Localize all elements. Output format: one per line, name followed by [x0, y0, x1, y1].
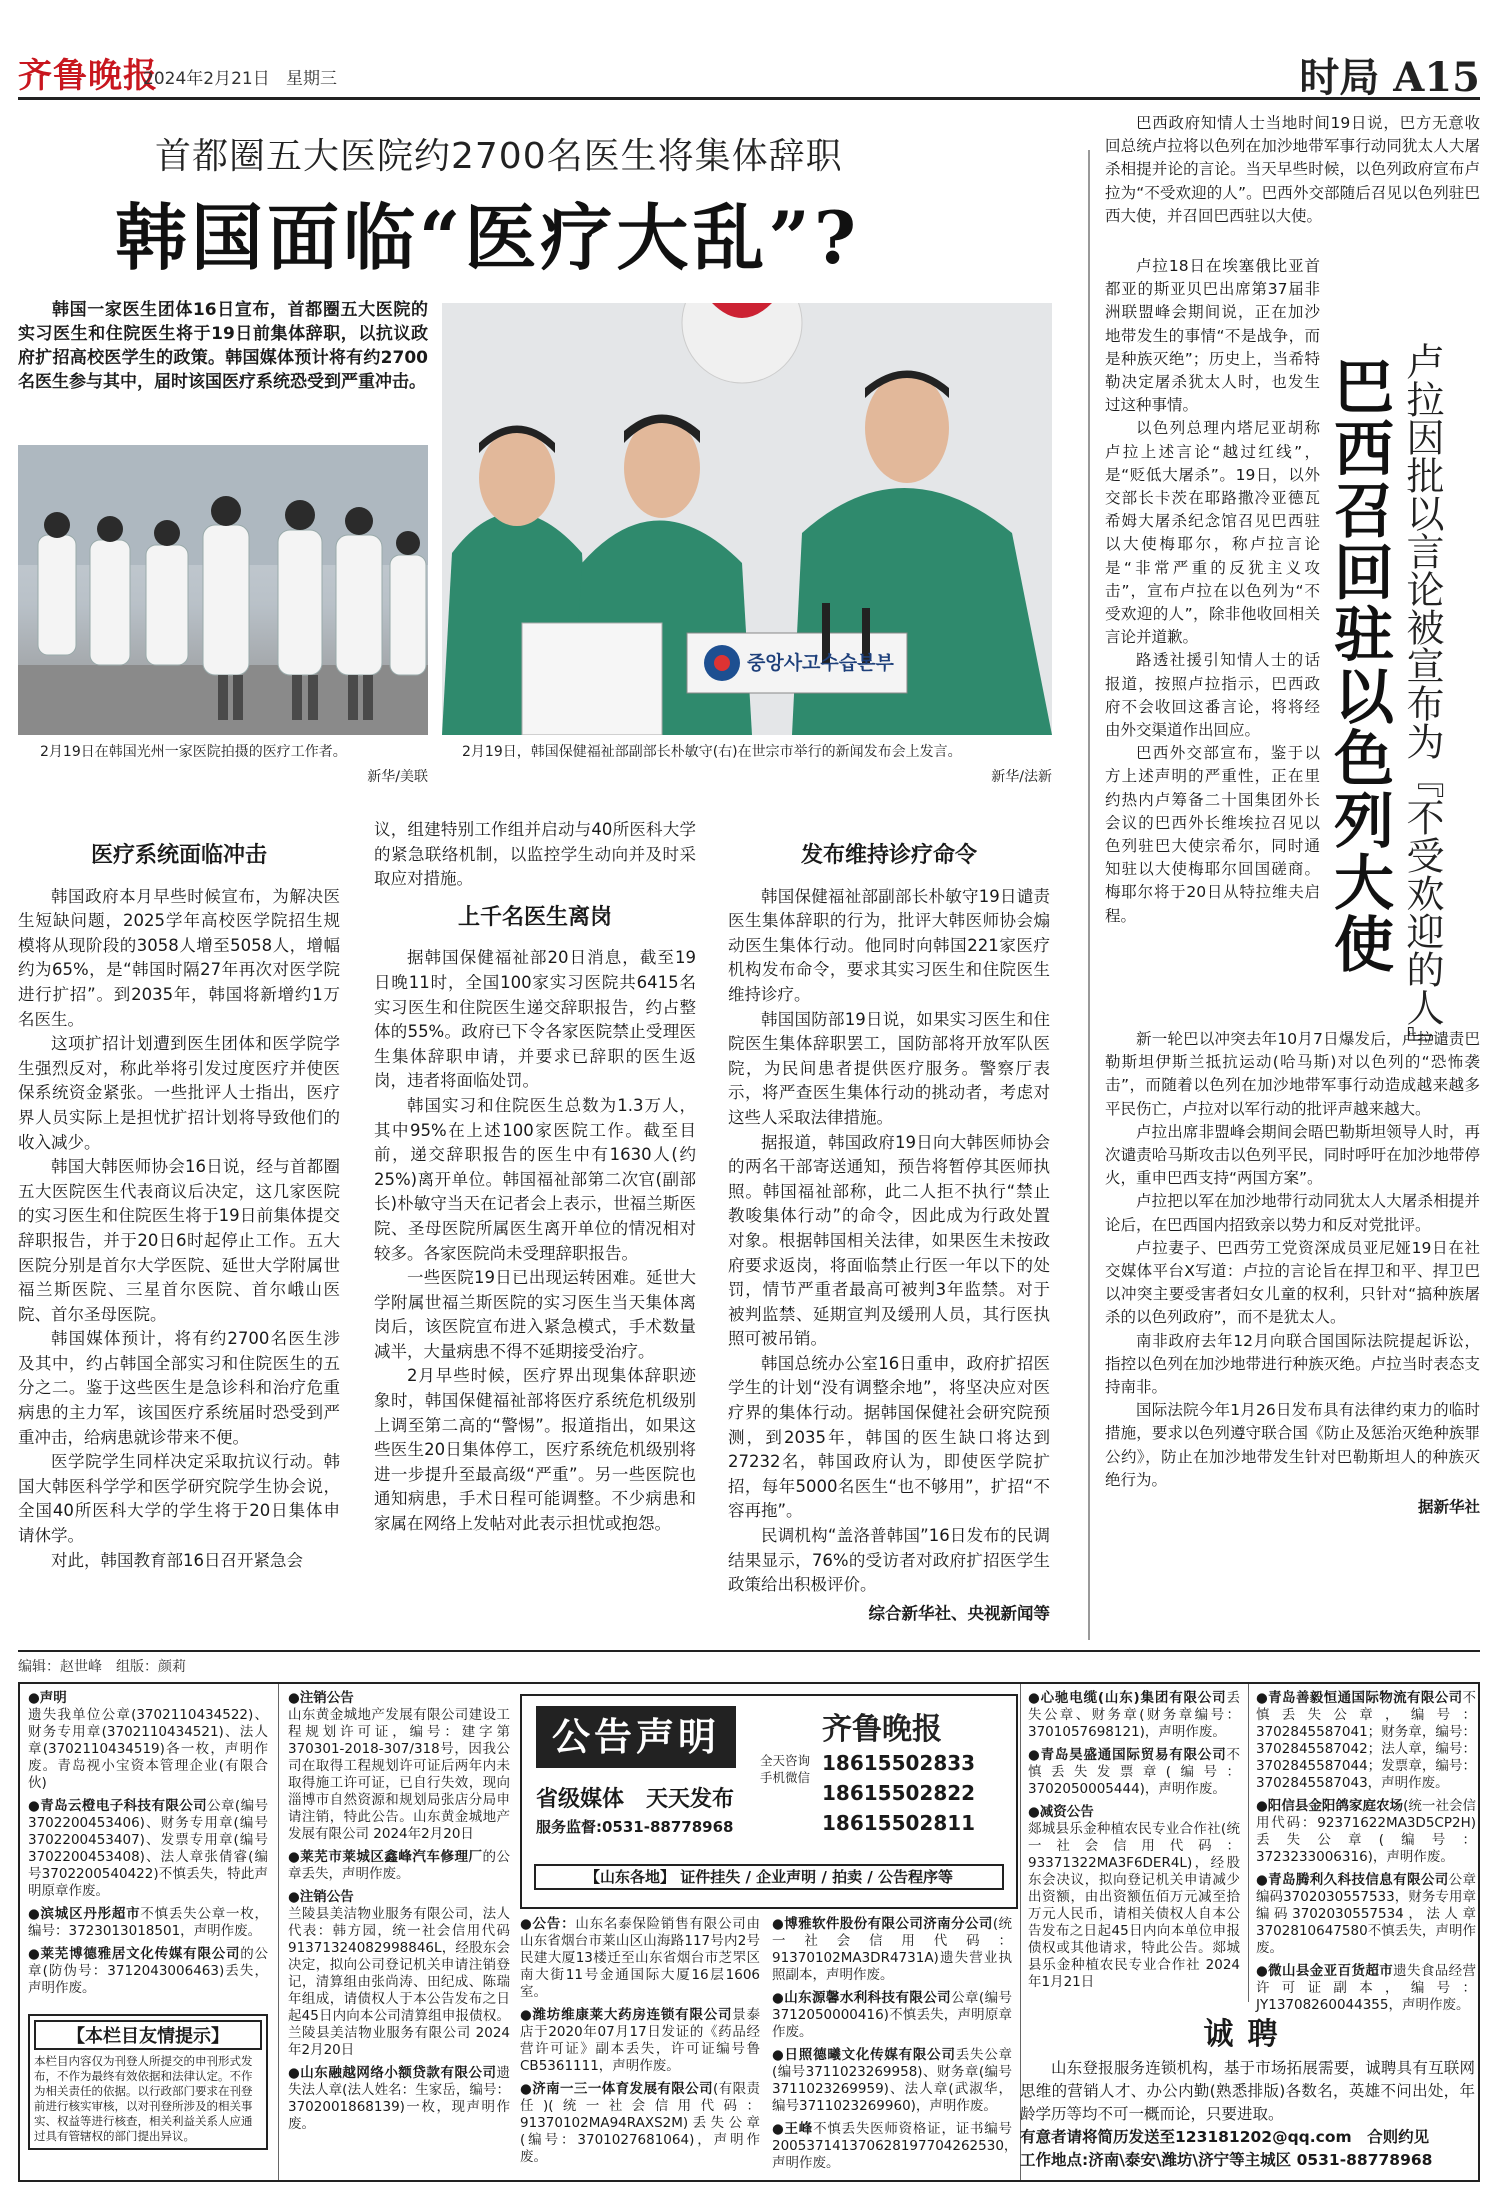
ad-title: ●日照德曦文化传媒有限公司: [772, 2047, 956, 2063]
ad-column-2: [288, 1690, 510, 2139]
col3-paragraph: 韩国保健福祉部副部长朴敏守19日谴责医生集体辞职的行为，批评大韩医师协会煽动医生集体行动。他同时向韩国221家医疗机构发布命令，要求其实习医生和住院医生维持诊疗。: [728, 886, 1050, 1004]
main-lead: 韩国一家医生团体16日宣布，首都圈五大医院的实习医生和住院医生将于19日前集体辞职，以抗议政府扩招高校医学生的政策。韩国媒体预计将有约2700名医生参与其中，届时该国医疗系统恐受到严重冲击。: [18, 300, 428, 392]
issue-date: 2024年2月21日: [143, 69, 270, 89]
column-divider: [1088, 150, 1090, 1640]
ad-title: ●山东源馨水利科技有限公司: [772, 1990, 952, 2006]
side-paragraph: 卢拉妻子、巴西劳工党资深成员亚尼娅19日在社交媒体平台X写道：卢拉的言论旨在捍卫和平、捍卫巴以冲突主要受害者妇女儿童的权利，只针对“搞种族屠杀的以色列政府”，而不是犹太人。: [1105, 1238, 1480, 1327]
ad-title: ●潍坊维康莱大药房连锁有限公司: [520, 2007, 733, 2023]
side-paragraph: 卢拉18日在埃塞俄比亚首都亚的斯亚贝巴出席第37届非洲联盟峰会期间说，正在加沙地带发生的事情“不是战争，而是种族灭绝”；历史上，当希特勒决定屠杀犹太人时，也发生过这种事情。: [1105, 257, 1320, 415]
ad-title: ●莱芜博德雅居文化传媒有限公司: [28, 1946, 241, 1962]
side-paragraph: 以色列总理内塔尼亚胡称卢拉上述言论“越过红线”，是“贬低大屠杀”。19日，以外交部长卡茨在耶路撒冷亚德瓦希姆大屠杀纪念馆召见巴西驻以大使梅耶尔，称卢拉言论是“非常严重的反犹主义攻击”，宣布卢拉在以色列为“不受欢迎的人”，除非他收回相关言论并道歉。: [1105, 419, 1320, 647]
side-paragraph: 新一轮巴以冲突去年10月7日爆发后，卢拉谴责巴勒斯坦伊斯兰抵抗运动(哈马斯)对以色列的“恐怖袭击”，而随着以色列在加沙地带军事行动造成越来越多平民伤亡，卢拉对以军行动的批评声越来越大。: [1105, 1030, 1480, 1118]
col2-paragraph: 一些医院19日已出现运转困难。延世大学附属世福兰斯医院的实习医生当天集体离岗后，该医院宣布进入紧急模式，手术数量减半，大量病患不得不延期接受治疗。: [374, 1268, 696, 1361]
ad-title: ●公告：: [520, 1916, 576, 1932]
side-story-narrow: [1105, 255, 1320, 928]
medical-workers-illustration: [18, 445, 428, 735]
side-paragraph: 巴西外交部宣布，鉴于以方上述声明的严重性，正在里约热内卢筹备二十国集团外长会议的巴西外长维埃拉召见以色列驻巴大使宗希尔，同时通知驻以大使梅耶尔回国磋商。梅耶尔将于20日从特拉维夫启程。: [1105, 744, 1320, 925]
ad-title: ●青岛善毅恒通国际物流有限公司: [1256, 1690, 1463, 1706]
phone-number: 18615502833: [822, 1751, 976, 1775]
ad-column-4: [772, 1916, 1018, 2178]
article-column-1: [18, 840, 340, 1573]
ad-text: (统一社会信用代码：92371622MA3D5CP2H)丢失公章(编号：3723233006316)，声明作废。: [1256, 1798, 1476, 1865]
announcement-banner: [520, 1694, 1018, 1909]
col1-paragraph: 韩国政府本月早些时候宣布，为解决医生短缺问题，2025学年高校医学院招生规模将从现阶段的3058人增至5058人，增幅约为65%，是“韩国时隔27年再次对医学院进行扩招”。到2035年，韩国将新增约1万名医生。: [18, 886, 340, 1029]
ad-title: ●微山县金亚百货超市: [1256, 1963, 1394, 1979]
col3-heading: 发布维持诊疗命令: [800, 843, 977, 868]
side-paragraph: 国际法院今年1月26日发布具有法律约束力的临时措施，要求以色列遵守联合国《防止及惩治灭绝种族罪公约》，防止在加沙地带发生针对巴勒斯坦人的种族灭绝行为。: [1105, 1401, 1480, 1489]
ad-title: ●博雅软件股份有限公司济南分公司: [772, 1916, 993, 1932]
article-column-3: [728, 840, 1050, 1626]
photo2-credit: 新华/法新: [991, 769, 1052, 785]
ad-title: ●注销公告: [288, 1690, 354, 1706]
ad-title: ●青岛腾利久科技信息有限公司: [1256, 1872, 1449, 1888]
banner-qr-label: 全天咨询 手机微信: [759, 1753, 810, 1785]
main-headline: 韩国面临“医疗大乱”?: [115, 195, 861, 280]
ad-text: 不慎丢失公章，编号：3702845587041；财务章，编号：3702845587042；法人章，编号：3702845587044；发票章，编号：3702845587043，声明作废。: [1256, 1690, 1476, 1791]
col2-intro: 议，组建特别工作组并启动与40所医科大学的紧急联络机制，以监控学生动向并及时采取应对措施。: [374, 820, 696, 889]
hiring-text: 山东登报服务连锁机构，基于市场拓展需要，诚聘具有互联网思维的营销人才、办公内勤(熟悉排版)各数名，英雄不问出处，年龄学历等均不可一概而论，只要进取。: [1020, 2059, 1475, 2123]
ad-title: ●青岛昊盛通国际贸易有限公司: [1028, 1747, 1227, 1763]
banner-slogan: 省级媒体 天天发布: [536, 1787, 735, 1812]
issue-weekday: 星期三: [286, 69, 337, 89]
col1-heading: 医疗系统面临冲击: [90, 843, 267, 868]
photo2-caption: 2月19日，韩国保健福祉部副部长朴敏守(右)在世宗市举行的新闻发布会上发言。: [462, 744, 962, 760]
side-story-bottom: [1105, 1028, 1480, 1519]
side-headline: 巴西召回驻以色列大使: [1324, 355, 1394, 975]
ad-title: ●济南一三一体育发展有限公司: [520, 2081, 713, 2097]
friendly-notice-text: 本栏目内容仅为刊登人所提交的申刊形式发布，不作为最终有效依据和法律认定。不作为相关责任的依据。以行政部门要求在刊登前进行核实审核，以对刊登所涉及的相关事实、权益等进行核查，相关利益关系人应通过具有管辖权的部门提出异议。: [34, 2054, 253, 2143]
phone-number: 18615502811: [822, 1811, 976, 1835]
ad-title: ●阳信县金阳鸽家庭农场: [1256, 1798, 1404, 1814]
ad-text: 山东名泰保险销售有限公司由山东省烟台市莱山区山海路117号内2号民建大厦13楼迁至山东省烟台市芝罘区南大街11号金通国际大厦16层1606室。: [520, 1916, 761, 2000]
ad-divider: [1248, 1684, 1249, 2002]
masthead: [18, 40, 1480, 100]
banner-title: 公告声明: [536, 1706, 736, 1768]
side-source: 据新华社: [1417, 1498, 1480, 1517]
col3-paragraph: 韩国国防部19日说，如果实习医生和住院医生集体辞职罢工，国防部将开放军队医院，为民间患者提供医疗服务。警察厅表示，将严查医生集体行动的挑动者，考虑对这些人采取法律措施。: [728, 1009, 1050, 1127]
ad-text: 公章(编号3702200453406)、财务专用章(编号3702200453407)、发票专用章(编号3702200453408)、法人章张倩睿(编号3702200540422)不慎丢失，特此声明原章作废。: [28, 1798, 268, 1899]
ad-text: 不慎丢失公章一枚，编号：3723013018501，声明作废。: [28, 1906, 268, 1939]
side-kicker: 卢拉因批以言论被宣布为『不受欢迎的人』: [1400, 342, 1444, 1064]
ad-column-1: [28, 1690, 268, 2003]
ad-text: 景泰店于2020年07月17日发证的《药品经营许可证》副本丢失，许可证编号鲁CB5361111，声明作废。: [520, 2007, 760, 2074]
ad-text: 山东黄金城地产发展有限公司建设工程规划许可证，编号：建字第370301-2018-307/318号，因我公司在取得工程规划许可证后两年内未取得施工许可证，已自行失效，现向淄博市自然资源和规划局张店分局申请注销，特此公告。山东黄金城地产发展有限公司 2024年2月20日: [288, 1707, 510, 1842]
ad-title: ●声明: [28, 1690, 67, 1706]
ad-text: 遗失法人章(法人姓名：生家岳，编号：3702001868139)一枚，现声明作废。: [288, 2065, 510, 2132]
banner-phones: [822, 1748, 975, 1838]
hiring-contact: 有意者请将简历发送至123181202@qq.com 合则约见: [1020, 2128, 1430, 2146]
friendly-notice-title: 【本栏目友情提示】: [34, 2020, 262, 2050]
ad-title: ●注销公告: [288, 1889, 354, 1905]
side-story-top: [1105, 112, 1480, 228]
col2-paragraph: 据韩国保健福祉部20日消息，截至19日晚11时，全国100家实习医院共6415名实习医生和住院医生递交辞职报告，约占整体的55%。政府已下令各家医院禁止受理医生集体辞职申请，并要求已辞职的医生返岗，违者将面临处罚。: [374, 948, 696, 1091]
col1-paragraph: 对此，韩国教育部16日召开紧急会: [51, 1550, 303, 1570]
editor-credits: 编辑：赵世峰 组版：颜莉: [18, 1650, 1480, 1676]
friendly-notice: [28, 2014, 268, 2150]
banner-categories: 【山东各地】 证件挂失 / 企业声明 / 拍卖 / 公告程序等: [534, 1864, 1004, 1890]
col2-paragraph: 韩国实习和住院医生总数为1.3万人，其中95%在上述100家医院工作。截至目前，递交辞职报告的医生中有1630人(约25%)离开单位。韩国福祉部第二次官(副部长)朴敏守当天在记者会上表示，世福兰斯医院、圣母医院所属医生离开单位的情况相对较多。各家医院尚未受理辞职报告。: [374, 1095, 696, 1263]
photo-medical-workers: [18, 445, 428, 735]
photo-press-conference: [442, 303, 1052, 735]
section-label: 时局 A15: [1299, 54, 1480, 101]
ad-column-3: [520, 1916, 760, 2172]
side-paragraph: 卢拉把以军在加沙地带行动同犹太人大屠杀相提并论后，在巴西国内招致亲以势力和反对党批评。: [1105, 1192, 1480, 1234]
ad-text: 公章编码3702030557533，财务专用章编码3702030557534，法人章3702810647580不慎丢失，声明作废。: [1256, 1872, 1477, 1956]
classified-ads-section: [18, 1682, 1480, 2182]
ad-title: ●山东融越网络小额贷款有限公司: [288, 2065, 497, 2081]
ad-text: 丢失公章、财务章(财务章编号：3701057698121)，声明作废。: [1028, 1690, 1240, 1740]
ad-title: ●滨城区丹彤超市: [28, 1906, 141, 1922]
article-column-2: [374, 818, 696, 1537]
col1-paragraph: 韩国大韩医师协会16日说，经与首都圈五大医院医生代表商议后决定，这几家医院的实习医生和住院医生将于19日前集体提交辞职报告，并于20日6时起停止工作。五大医院分别是首尔大学医院、延世大学附属世福兰斯医院、三星首尔医院、首尔峨山医院、首尔圣母医院。: [18, 1157, 340, 1324]
ad-text: 兰陵县美洁物业服务有限公司，法人代表：韩方园，统一社会信用代码91371324082998846L，经股东会决定，拟向公司登记机关申请注销登记，清算组由张尚涛、田纪成、陈瑞年组成，请债权人于本公告发布之日起45日内向本公司清算组申报债权。兰陵县美洁物业服务有限公司 2024年2月20日: [288, 1906, 510, 2058]
ad-title: ●莱芜市莱城区鑫峰汽车修理厂: [288, 1849, 483, 1865]
ad-text: 的公章丢失，声明作废。: [288, 1849, 510, 1882]
ad-text: 不慎丢失医师资格证，证书编号200537141370628197704262530，声明作废。: [772, 2121, 1018, 2171]
banner-logo: 齐鲁晚报: [822, 1712, 942, 1747]
photo1-caption: 2月19日在韩国光州一家医院拍摄的医疗工作者。: [40, 744, 347, 760]
photo1-credit: 新华/美联: [367, 769, 428, 785]
col2-paragraph: 2月早些时候，医疗界出现集体辞职迹象时，韩国保健福祉部将医疗系统危机级别上调至第二高的“警惕”。报道指出，如果这些医生20日集体停工，医疗系统危机级别将进一步提升至最高级“严重”。另一些医院也通知病患，手术日程可能调整。不少病患和家属在网络上发帖对此表示担忧或抱怨。: [374, 1366, 696, 1534]
side-paragraph: 南非政府去年12月向联合国国际法院提起诉讼，指控以色列在加沙地带进行种族灭绝。卢拉当时表态支持南非。: [1105, 1331, 1480, 1397]
ad-text: 遗失食品经营许可证副本，编号：JY13708260044355，声明作废。: [1256, 1963, 1476, 2013]
ad-title: ●减资公告: [1028, 1804, 1094, 1820]
main-kicker: 首都圈五大医院约2700名医生将集体辞职: [155, 136, 843, 177]
ad-text: 郯城县乐金种植农民专业合作社(统一社会信用代码：93371322MA3F6DER4L)，经股东会决议，拟向登记机关申请减少出资额，由出资额伍佰万元减至拾万元人民币，请相关债权人自本公告发布之日起45日内向本单位申报债权或其他请求，特此公告。郯城县乐金种植农民专业合作社 2024年1月21日: [1028, 1821, 1240, 1990]
hiring-title: 诚聘: [1203, 2017, 1292, 2052]
hiring-notice: [1020, 2009, 1475, 2174]
col1-paragraph: 这项扩招计划遭到医生团体和医学院学生强烈反对，称此举将引发过度医疗并使医保系统资金紧张。一些批评人士指出，医疗界人员实际上是担忧扩招计划将导致他们的收入减少。: [18, 1034, 340, 1152]
press-sign-text: 중앙사고수습본부: [747, 652, 894, 674]
col3-paragraph: 据报道，韩国政府19日向大韩医师协会的两名干部寄送通知，预告将暂停其医师执照。韩国福祉部称，此二人拒不执行“禁止教唆集体行动”的命令，因此成为行政处置对象。根据韩国相关法律，如果医生未按政府要求返岗，将面临禁止行医一年以下的处罚，情节严重者最高可被判3年监禁。对于被判监禁、延期宣判及缓刑人员，其行医执照可被吊销。: [728, 1132, 1050, 1349]
col1-paragraph: 韩国媒体预计，将有约2700名医生涉及其中，约占韩国全部实习和住院医生的五分之二。鉴于这些医生是急诊科和治疗危重病患的主力军，该国医疗系统届时恐受到严重冲击，给病患就诊带来不便。: [18, 1329, 340, 1447]
ad-text: 不慎丢失发票章(编号：3702050005444)，声明作废。: [1028, 1747, 1240, 1797]
col3-source: 综合新华社、央视新闻等: [868, 1603, 1050, 1623]
ad-text: 遗失我单位公章(3702110434522)、财务专用章(3702110434521)、法人章(3702110434519)各一枚，声明作废。青岛视小宝资本管理企业(有限合伙): [28, 1707, 268, 1791]
side-paragraph: 巴西政府知情人士当地时间19日说，巴方无意收回总统卢拉将以色列在加沙地带军事行动同犹太人大屠杀相提并论的言论。当天早些时候，以色列政府宣布卢拉为“不受欢迎的人”。巴西外交部随后召见以色列驻巴西大使，并召回巴西驻以大使。: [1105, 114, 1480, 225]
ad-title: ●王峰: [772, 2121, 814, 2137]
col2-heading: 上千名医生离岗: [457, 904, 612, 930]
ad-column-6: [1256, 1690, 1476, 2020]
ad-text: 公章(编号3712050000416)不慎丢失，声明原章作废。: [772, 1990, 1012, 2040]
ad-text: 丢失公章(编号3711023269958)、财务章(编号3711023269959)、法人章(武淑华，编号3711023269960)，声明作废。: [772, 2047, 1013, 2114]
newspaper-logo: 齐鲁晚报: [18, 56, 158, 96]
phone-number: 18615502822: [822, 1781, 976, 1805]
col3-paragraph: 民调机构“盖洛普韩国”16日发布的民调结果显示，76%的受访者对政府扩招医学生政策给出积极评价。: [728, 1526, 1050, 1595]
ad-column-5: [1028, 1690, 1240, 1997]
ad-text: (有限责任)(统一社会信用代码：91370102MA94RAXS2M)丢失公章(编号：3701027681064)，声明作废。: [520, 2081, 760, 2165]
col3-paragraph: 韩国总统办公室16日重申，政府扩招医学生的计划“没有调整余地”，将坚决应对医疗界的集体行动。据韩国保健社会研究院预测，到2035年，韩国的医生缺口将达到27232名，韩国政府认为，即使医学院扩招，每年5000名医生“也不够用”，扩招“不容再拖”。: [728, 1353, 1050, 1521]
banner-service-line: 服务监督:0531-88778968: [536, 1818, 734, 1836]
ad-title: ●青岛云橙电子科技有限公司: [28, 1798, 208, 1814]
ad-text: 的公章(防伪号：3712043006463)丢失，声明作废。: [28, 1946, 268, 1996]
col1-paragraph: 医学院学生同样决定采取抗议行动。韩国大韩医科学学和医学研究院学生协会说，全国40所医科大学的学生将于20日集体申请休学。: [18, 1452, 340, 1546]
ad-title: ●心驰电缆(山东)集团有限公司: [1028, 1690, 1227, 1706]
hiring-address: 工作地点:济南\泰安\潍坊\济宁等主城区 0531-88778968: [1020, 2151, 1433, 2169]
side-paragraph: 路透社援引知情人士的话报道，按照卢拉指示，巴西政府不会收回这番言论，将将经由外交渠道作出回应。: [1105, 651, 1320, 740]
ad-divider: [278, 1684, 279, 2180]
side-paragraph: 卢拉出席非盟峰会期间会晤巴勒斯坦领导人时，再次谴责哈马斯攻击以色列平民，同时呼吁在加沙地带停火，重申巴西支持“两国方案”。: [1105, 1122, 1480, 1188]
ad-text: (统一社会信用代码：91370102MA3DR4731A)遗失营业执照副本，声明作废。: [772, 1916, 1012, 1983]
